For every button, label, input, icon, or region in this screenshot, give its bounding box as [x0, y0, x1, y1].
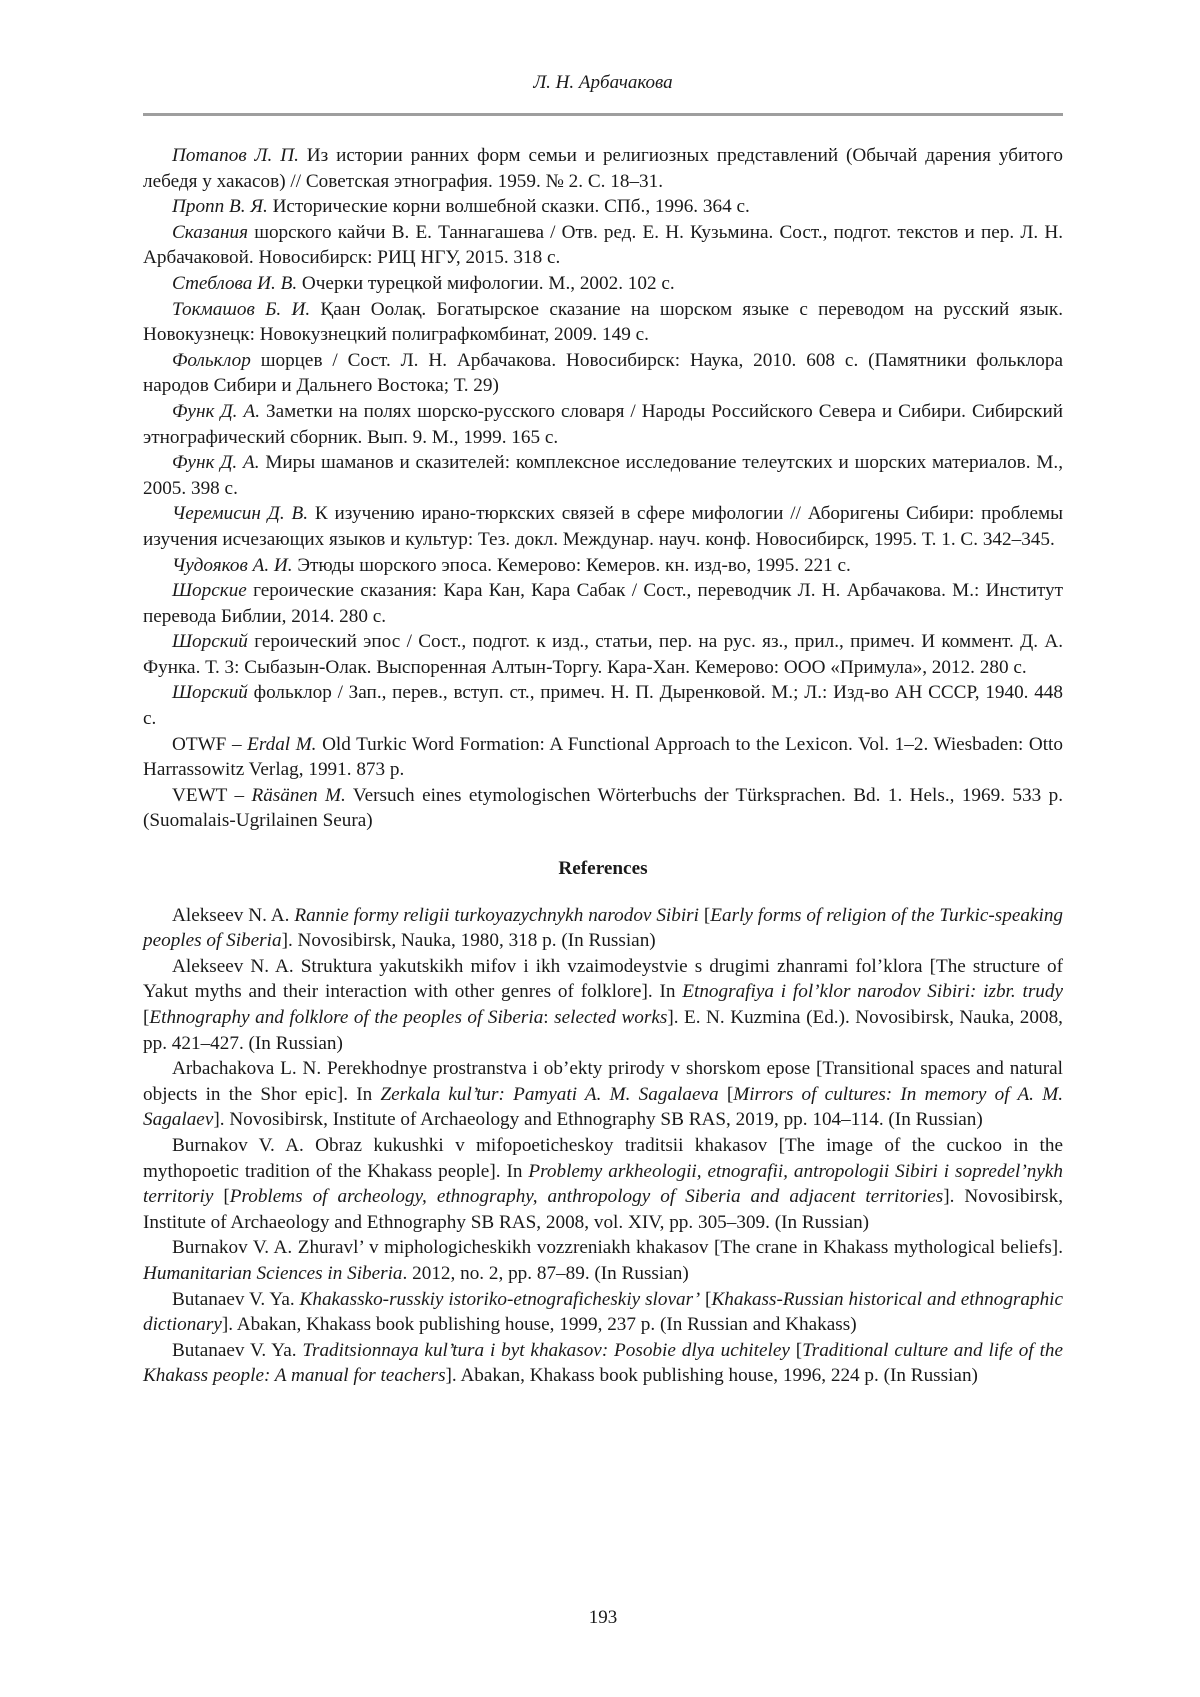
reference-text: [	[700, 1288, 712, 1310]
page-number: 193	[588, 1607, 618, 1628]
entry-prefix: OTWF –	[172, 733, 248, 755]
reference-text: ]. Abakan, Khakass book publishing house, 1999, 237 p. (In Russian and Khakass)	[221, 1314, 857, 1336]
bibliography-entry	[143, 348, 1063, 399]
reference-title: Traditional culture and life of the Khakass people: A manual for teachers	[143, 1339, 1064, 1387]
entry-text: Old Turkic Word Formation: A Functional Approach to the Lexicon. Vol. 1–2. Wiesbaden: Otto Harrassowitz Verlag, 1991. 873 p.	[143, 733, 1063, 781]
reference-title: Traditsionnaya kul’tura i byt khakasov: Posobie dlya uchiteley	[302, 1339, 790, 1361]
reference-text: Arbachakova L. N. Perekhodnye prostranstva i ob’ekty prirody v shorskom epose [Transitional spaces and natural objects in the Shor epic]. In	[143, 1058, 1063, 1105]
running-header: Л. Н. Арбачакова	[533, 72, 673, 93]
bibliography-entry	[143, 629, 1063, 680]
reference-entry	[143, 1133, 1063, 1235]
entry-author: Пропп В. Я.	[172, 196, 268, 218]
reference-title: Ethnography and folklore of the peoples of Siberia	[149, 1007, 544, 1028]
entry-text: фольклор / Зап., перев., вступ. ст., примеч. Н. П. Дыренковой. М.; Л.: Изд-во АН СССР, 1940. 448 с.	[143, 682, 1063, 730]
bibliography-entry	[143, 220, 1063, 271]
entry-author: Чудояков А. И.	[172, 554, 293, 576]
entry-author: Черемисин Д. В.	[172, 503, 309, 525]
bibliography-entry	[143, 680, 1063, 731]
reference-text: :	[543, 1007, 555, 1028]
reference-text: Burnakov V. A. Obraz kukushki v mifopoeticheskoy traditsii khakasov [The image of the cuckoo in the mythopoetic tradition of the Khakass people]. In	[143, 1134, 1063, 1182]
reference-title: Khakassko-russkiy istoriko-etnograficheskiy slovar’	[299, 1288, 701, 1310]
entry-author: Räsänen M.	[251, 784, 346, 806]
reference-text: ]. E. N. Kuzmina (Ed.). Novosibirsk, Nauka, 2008, pp. 421–427. (In Russian)	[143, 1007, 1063, 1054]
reference-entry	[143, 1056, 1063, 1133]
reference-text: ]. Novosibirsk, Institute of Archaeology and Ethnography SB RAS, 2019, pp. 104–114. (In Russian)	[213, 1109, 983, 1131]
bibliography-entry	[143, 399, 1063, 450]
entry-text: Versuch eines etymologischen Wörterbuchs der Türksprachen. Bd. 1. Hels., 1969. 533 p. (Suomalais-Ugrilainen Seura)	[143, 784, 1064, 832]
bibliography-list	[143, 143, 1063, 834]
bibliography-entry	[143, 501, 1063, 552]
entry-text: К изучению ирано-тюркских связей в сфере мифологии // Аборигены Сибири: проблемы изучения исчезающих языков и культур: Тез. докл. Междунар. науч. конф. Новосибирск, 1995. Т. 1. С. 342–345.	[143, 503, 1064, 550]
reference-title: Etnografiya i fol’klor narodov Sibiri: izbr. trudy	[682, 981, 1064, 1003]
entry-text: Заметки на полях шорско-русского словаря / Народы Российского Севера и Сибири. Сибирский этнографический сборник. Вып. 9. М., 1999. 165 с.	[143, 400, 1064, 448]
bibliography-entry	[143, 578, 1063, 629]
bibliography-entry	[143, 553, 1063, 579]
entry-author: Токмашов Б. И.	[172, 298, 311, 320]
reference-title: Khakass-Russian historical and ethnographic dictionary	[143, 1288, 1064, 1336]
entry-text: Из истории ранних форм семьи и религиозных представлений (Обычай дарения убитого лебедя у хакасов) // Советская этнография. 1959. № 2. С. 18–31.	[143, 145, 1063, 192]
references-list	[143, 903, 1063, 1389]
entry-text: Исторические корни волшебной сказки. СПб., 1996. 364 с.	[267, 196, 750, 218]
reference-text: Butanaev V. Ya.	[172, 1339, 303, 1361]
entry-text: шорского кайчи В. Е. Таннагашева / Отв. ред. Е. Н. Кузьмина. Сост., подгот. текстов и пер. Л. Н. Арбачаковой. Новосибирск: РИЦ НГУ, 2015. 318 с.	[143, 221, 1063, 269]
reference-title: Rannie formy religii turkoyazychnykh narodov Sibiri	[294, 904, 699, 926]
entry-author: Потапов Л. П.	[172, 145, 299, 166]
entry-text: героический эпос / Сост., подгот. к изд., статьи, пер. на рус. яз., прил., примеч. И коммент. Д. А. Функа. Т. 3: Сыбазын-Олак. Выспоренная Алтын-Торгу. Кара-Хан. Кемерово: ООО «Примула», 2012. 280 с.	[143, 631, 1063, 678]
reference-text: ]. Abakan, Khakass book publishing house, 1996, 224 p. (In Russian)	[445, 1365, 978, 1387]
bibliography-entry	[143, 783, 1063, 834]
page-content	[143, 143, 1063, 1389]
entry-author: Функ Д. А.	[172, 400, 261, 422]
reference-entry	[143, 1235, 1063, 1286]
reference-title: selected works	[554, 1007, 668, 1028]
entry-author: Сказания	[172, 221, 249, 243]
entry-prefix: VEWT –	[172, 784, 252, 806]
entry-text: Очерки турецкой мифологии. М., 2002. 102 с.	[297, 272, 675, 294]
entry-author: Стеблова И. В.	[172, 272, 298, 294]
entry-author: Функ Д. А.	[172, 452, 260, 474]
reference-text: Alekseev N. A. Struktura yakutskikh mifov i ikh vzaimodeystvie s drugimi zhanrami fol’klora [The structure of Yakut myths and their interaction with other genres of folklore]. In	[143, 955, 1063, 1003]
bibliography-entry	[143, 143, 1063, 194]
reference-title: Zerkala kul’tur: Pamyati A. M. Sagalaeva	[380, 1083, 719, 1105]
bibliography-entry	[143, 450, 1063, 501]
references-heading: References	[558, 858, 648, 880]
entry-author: Шорский	[172, 631, 248, 653]
entry-author: Фольклор	[172, 349, 251, 371]
reference-text: Burnakov V. A. Zhuravl’ v miphologicheskikh vozzreniakh khakasov [The crane in Khakass mythological beliefs].	[172, 1237, 1063, 1259]
entry-text: героические сказания: Кара Кан, Кара Сабак / Сост., переводчик Л. Н. Арбачакова. М.: Институт перевода Библии, 2014. 280 с.	[143, 580, 1063, 627]
bibliography-entry	[143, 297, 1063, 348]
reference-entry	[143, 954, 1063, 1056]
reference-text: [	[698, 904, 711, 926]
bibliography-entry	[143, 194, 1063, 220]
reference-title: Problemy arkheologii, etnografii, antropologii Sibiri i sopredel’nykh territoriy	[143, 1160, 1063, 1208]
entry-text: Қаан Оолақ. Богатырское сказание на шорском языке с переводом на русский язык. Новокузнецк: Новокузнецкий полиграфкомбинат, 2009. 149 с.	[143, 298, 1064, 346]
reference-text: [	[718, 1083, 734, 1105]
entry-author: Erdal M.	[247, 733, 317, 755]
reference-text: Butanaev V. Ya.	[172, 1288, 300, 1310]
reference-entry	[143, 1287, 1063, 1338]
reference-title: Humanitarian Sciences in Siberia	[143, 1262, 403, 1284]
reference-text: [	[143, 1007, 150, 1028]
reference-entry	[143, 903, 1063, 954]
entry-author: Шорский	[172, 682, 248, 704]
reference-text: ]. Novosibirsk, Institute of Archaeology and Ethnography SB RAS, 2008, vol. XIV, pp. 305–309. (In Russian)	[143, 1186, 1064, 1233]
entry-text: Миры шаманов и сказителей: комплексное исследование телеутских и шорских материалов. М., 2005. 398 с.	[143, 452, 1063, 499]
reference-text: [	[213, 1186, 230, 1208]
reference-text: Alekseev N. A.	[172, 904, 295, 926]
header-rule	[143, 113, 1063, 116]
reference-text: . 2012, no. 2, pp. 87–89. (In Russian)	[402, 1262, 689, 1284]
reference-text: [	[789, 1339, 803, 1361]
bibliography-entry	[143, 271, 1063, 297]
reference-title: Early forms of religion of the Turkic-speaking peoples of Siberia	[143, 904, 1064, 952]
entry-text: Этюды шорского эпоса. Кемерово: Кемеров. кн. изд-во, 1995. 221 с.	[292, 554, 851, 576]
reference-title: Problems of archeology, ethnography, anthropology of Siberia and adjacent territories	[229, 1186, 944, 1208]
bibliography-entry	[143, 732, 1063, 783]
reference-entry	[143, 1338, 1063, 1389]
entry-text: шорцев / Сост. Л. Н. Арбачакова. Новосибирск: Наука, 2010. 608 с. (Памятники фольклора народов Сибири и Дальнего Востока; Т. 29)	[143, 349, 1063, 397]
reference-text: ]. Novosibirsk, Nauka, 1980, 318 p. (In Russian)	[281, 930, 656, 952]
entry-author: Шорские	[172, 580, 247, 602]
reference-title: Mirrors of cultures: In memory of A. M. Sagalaev	[143, 1083, 1063, 1131]
